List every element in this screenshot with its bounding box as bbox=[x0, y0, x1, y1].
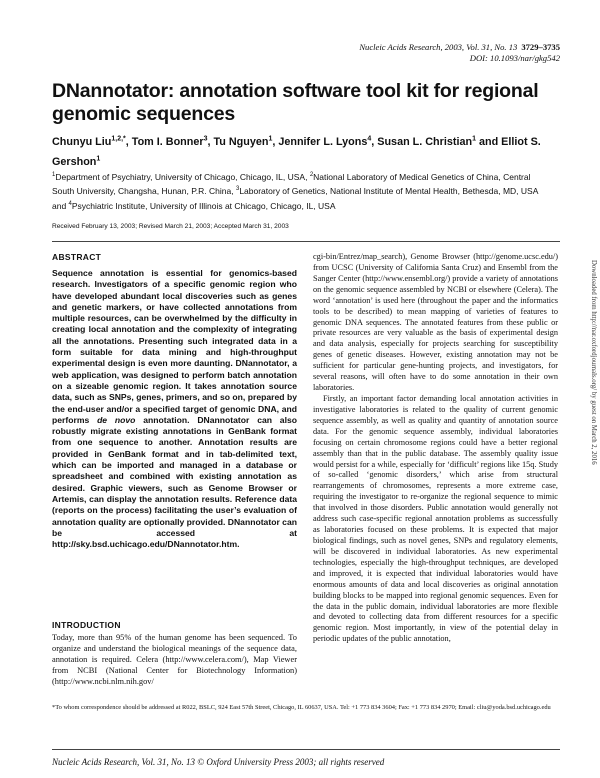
received-dates: Received February 13, 2003; Revised March 21, 2003; Accepted March 31, 2003 bbox=[52, 223, 289, 230]
author: Tom I. Bonner$^3$, bbox=[131, 135, 214, 148]
footer-divider bbox=[52, 749, 560, 750]
introduction-text: Today, more than 95% of the human genome has been sequenced. To organize and understand the biological meanings of the sequence data, annotation is required. Celera (http://www.celera.com/), Map Viewer from NCBI (National Center for Biotechnology Information) (http://www.ncbi.nlm.nih.gov/ bbox=[52, 633, 297, 686]
paper-title: DNannotator: annotation software tool kit for regional genomic sequences bbox=[52, 80, 539, 125]
journal-header bbox=[300, 42, 560, 64]
journal-pages: 3729–3735 bbox=[521, 42, 560, 52]
introduction-heading: INTRODUCTION bbox=[52, 620, 121, 630]
author-list bbox=[52, 130, 552, 171]
journal-doi: DOI: 10.1093/nar/gkg542 bbox=[469, 53, 560, 63]
author: Elliot S. Gershon$^1$ bbox=[52, 135, 541, 169]
download-watermark bbox=[588, 260, 598, 690]
body-paragraph: Firstly, an important factor demanding local annotation activities in investigative laboratories is related to the quality of current genomic sequence assembly, as well as quality and quantity of annotation source data. For the genomic sequence assembly, individual laboratories focusing on certain chromosome regions could have a better regional assembly than that in the public database. The assembly quality issue would persist for a while, especially for ‘difficult’ regions like 15q. Study of so-called ‘genomic disorders,’ which arise from structural rearrangements of chromosomes, represents a more extreme case, requiring the investigator to re-organize the regional sequence to mimic that involved in those disorders. Public annotation would generally not address such case-specific regional annotation problems as successfully as laboratories focused on these problems. It is expected that major biological findings, such as novel genes, SNPs and regulatory elements, will be discovered in individual laboratories. As new experimental technologies, especially the high-throughput techniques, are developed and improved, it is expected that individual laboratories would have enormous amounts of data and local discoveries as original annotation building blocks to be mapped into regional genomic sequences. Even for the data in the public domain, individual laboratories are more flexible and devoted to collecting data from different resources for a specific genomic region. Most importantly, in view of the potential delay in periodic updates of the public annotation, bbox=[313, 393, 558, 644]
correspondence-footnote: *To whom correspondence should be addressed at R022, BSLC, 924 East 57th Street, Chicago, IL 60637, USA. Tel: +1 773 834 3604; Fax: +1 773 834 2970; Email: cliu@yoda.bsd.uchicago.edu bbox=[52, 704, 551, 711]
body-paragraph: cgi-bin/Entrez/map_search), Genome Browser (http://genome.ucsc.edu/) from UCSC (University of California Santa Cruz) and Ensembl from the Sanger Center (http://www.ensembl.org/) provide a variety of annotations on the genomic sequence assembled by NCBI or elsewhere (Celera). The word ‘annotation’ is used here (throughout the paper and the informatics tools to be described) to mean mapping of varieties of features to genomic DNA sequences. The annotated features from these public or private resources are very valuable as the basis of experimental design and data analysis, especially for projects searching for susceptibility genes of genetic diseases. However, existing annotation may not be sufficient for particular gene-hunting projects, and investigators, for several reasons, will often have to do some annotation in their own laboratories. bbox=[313, 252, 558, 393]
right-column bbox=[313, 252, 558, 645]
copyright-footer: Nucleic Acids Research, Vol. 31, No. 13 © Oxford University Press 2003; all rights reserved bbox=[52, 757, 385, 767]
journal-citation: Nucleic Acids Research, 2003, Vol. 31, No. 13 bbox=[359, 42, 518, 52]
download-note: Downloaded from http://nar.oxfordjournals.org/ by guest on March 2, 2016 bbox=[590, 260, 597, 465]
affiliations: $^1$Department of Psychiatry, University of Chicago, Chicago, IL, USA, $^2$National Laboratory of Medical Genetics of China, Central South University, Changsha, Hunan, P.R. China, $^3$Laboratory of Genetics, National Institute of Mental Health, Bethesda, MD, USA and $^4$Psychiatric Institute, University of Illinois at Chicago, Chicago, IL, USA bbox=[52, 171, 538, 211]
abstract-heading: ABSTRACT bbox=[52, 252, 102, 262]
author: Tu Nguyen$^1$, bbox=[213, 135, 279, 148]
abstract-section bbox=[52, 252, 297, 550]
abstract-text: Sequence annotation is essential for genomics-based research. Investigators of a specific genomic region who have developed abundant local discoveries such as genes and genetic markers, or have collected annotations from multiple resources, can be overwhelmed by the difficulty in creating local annotation and the complexity of integrating all the annotations. Presenting such integrated data in a form suitable for data mining and high-throughput experimental design is even more daunting. DNannotator, a web application, was designed to perform batch annotation on a sizeable genomic region. It takes annotation source data, such as SNPs, genes, primers, and so on, prepared by the end-user and/or a specified target of genomic DNA, and performs de novo annotation. DNannotator can also robustly migrate existing annotations in GenBank format from one sequence to another. Annotation results are provided in GenBank format and in tab-delimited text, which can be imported and managed in a database or spreadsheet and combined with existing annotation as desired. Graphic viewers, such as Genome Browser or Artemis, can display the annotation results. Reference data (reports on the process) facilitating the user’s evaluation of annotation quality are optionally provided. DNannotator can be accessed at http://sky.bsd.uchicago.edu/DNannotator.htm. bbox=[52, 268, 298, 550]
author: Susan L. Christian$^1$ and bbox=[377, 135, 502, 148]
author: Chunyu Liu$^{1,2,*}$, bbox=[52, 135, 132, 148]
author: Jennifer L. Lyons$^4$, bbox=[278, 135, 378, 148]
header-divider bbox=[52, 241, 560, 242]
